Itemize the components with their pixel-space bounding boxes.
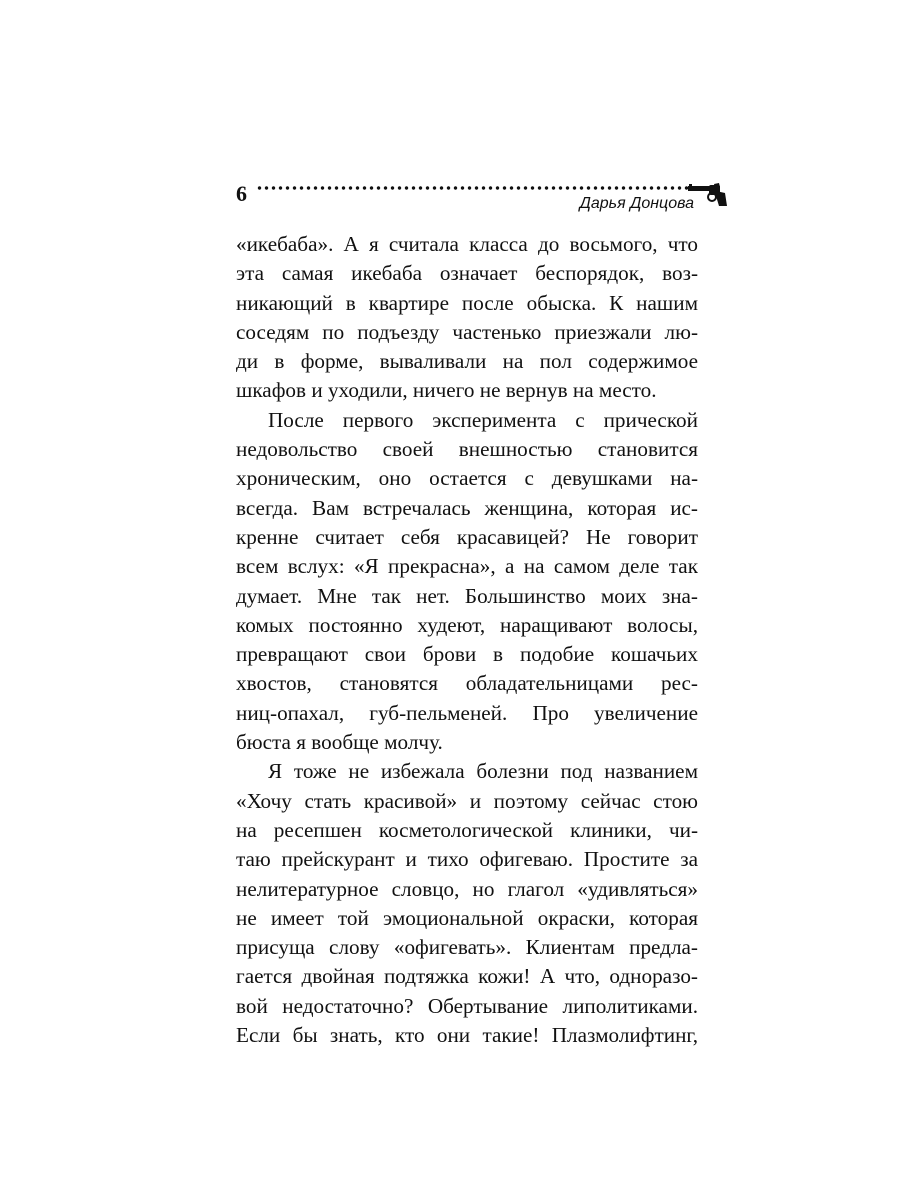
text-line: «Хочу стать красивой» и поэтому сейчас стою [236, 788, 698, 813]
text-line: присуща слову «офигевать». Клиентам предла- [236, 935, 698, 960]
text-line: хроническим, оно остается с девушками на- [236, 466, 698, 491]
text-line: кренне считает себя красавицей? Не говорит [236, 524, 698, 549]
running-header [236, 178, 728, 218]
text-line: эта самая икебаба означает беспорядок, воз- [236, 261, 698, 286]
text-line: Если бы знать, кто они такие! Плазмолифтинг, [236, 1023, 698, 1048]
text-line: гается двойная подтяжка кожи! А что, одноразо- [236, 964, 698, 989]
text-line: недовольство своей внешностью становится [236, 437, 698, 462]
text-line: таю прейскурант и тихо офигеваю. Простите за [236, 847, 698, 872]
dotted-rule [256, 185, 688, 191]
text-line: думает. Мне так нет. Большинство моих зна- [236, 583, 698, 608]
text-line: шкафов и уходили, ничего не вернув на место. [236, 378, 657, 403]
text-line: вой недостаточно? Обертывание липолитиками. [236, 993, 698, 1018]
text-line: хвостов, становятся обладательницами рес- [236, 671, 698, 696]
text-line: После первого эксперимента с прической [268, 407, 698, 432]
author-name: Дарья Донцова [579, 195, 694, 212]
body-text [236, 230, 698, 1050]
text-line: Я тоже не избежала болезни под названием [268, 759, 698, 784]
revolver-icon [688, 180, 728, 208]
text-line: на ресепшен косметологической клиники, чи- [236, 817, 698, 842]
text-line: ди в форме, вываливали на пол содержимое [236, 349, 698, 374]
text-line: всегда. Вам встречалась женщина, которая ис- [236, 495, 698, 520]
text-line: не имеет той эмоциональной окраски, которая [236, 905, 698, 930]
text-line: соседям по подъезду частенько приезжали лю- [236, 319, 698, 344]
text-line: комых постоянно худеют, наращивают волосы, [236, 612, 698, 637]
text-line: ниц-опахал, губ-пельменей. Про увеличение [236, 700, 698, 725]
text-line: бюста я вообще молчу. [236, 730, 443, 755]
text-line: никающий в квартире после обыска. К нашим [236, 290, 698, 315]
text-line: нелитературное словцо, но глагол «удивляться» [236, 876, 698, 901]
text-line: «икебаба». А я считала класса до восьмого, что [236, 232, 698, 256]
text-line: всем вслух: «Я прекрасна», а на самом деле так [236, 554, 698, 579]
page-number: 6 [236, 181, 247, 206]
text-line: превращают свои брови в подобие кошачьих [236, 642, 698, 667]
